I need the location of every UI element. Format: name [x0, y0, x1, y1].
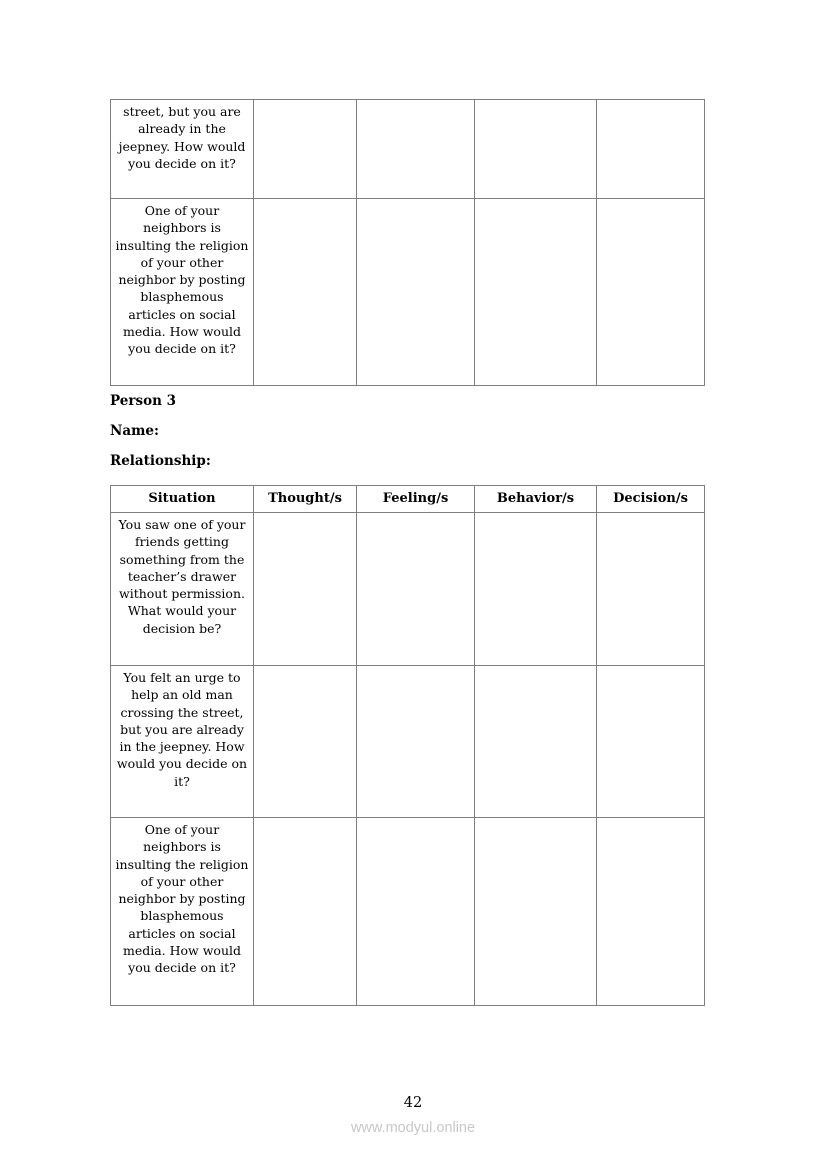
- watermark: www.modyul.online: [350, 1120, 476, 1136]
- thought-answer-cell: [254, 100, 357, 199]
- behavior-answer-cell: [475, 818, 597, 1006]
- column-header-situation: Situation: [111, 486, 254, 513]
- column-header-thoughts: Thought/s: [254, 486, 357, 513]
- decision-answer-cell: [597, 666, 705, 818]
- table-row: [111, 199, 705, 386]
- table-row: [111, 818, 705, 1006]
- behavior-answer-cell: [475, 513, 597, 666]
- decision-answer-cell: [597, 818, 705, 1006]
- situation-cell: street, but you are already in the jeepney. How would you decide on it?: [111, 100, 254, 199]
- table-header-row: [111, 486, 705, 513]
- page-number: 42: [403, 1095, 423, 1111]
- table-row: [111, 666, 705, 818]
- behavior-answer-cell: [475, 199, 597, 386]
- continuation-table: [110, 99, 705, 386]
- name-label: Name:: [110, 423, 159, 439]
- relationship-label: Relationship:: [110, 453, 211, 469]
- feeling-answer-cell: [357, 818, 475, 1006]
- situation-cell: You felt an urge to help an old man crossing the street, but you are already in the jeepney. How would you decide on it?: [111, 666, 254, 818]
- situation-table: [110, 485, 705, 1006]
- feeling-answer-cell: [357, 100, 475, 199]
- column-header-feelings: Feeling/s: [357, 486, 475, 513]
- behavior-answer-cell: [475, 100, 597, 199]
- person-heading: Person 3: [110, 393, 177, 409]
- feeling-answer-cell: [357, 513, 475, 666]
- thought-answer-cell: [254, 199, 357, 386]
- situation-cell: One of your neighbors is insulting the religion of your other neighbor by posting blasphemous articles on social media. How would you decide on it?: [111, 818, 254, 1006]
- decision-answer-cell: [597, 199, 705, 386]
- table-row: [111, 513, 705, 666]
- thought-answer-cell: [254, 818, 357, 1006]
- thought-answer-cell: [254, 666, 357, 818]
- thought-answer-cell: [254, 513, 357, 666]
- situation-cell: One of your neighbors is insulting the religion of your other neighbor by posting blasphemous articles on social media. How would you decide on it?: [111, 199, 254, 386]
- behavior-answer-cell: [475, 666, 597, 818]
- table-row: [111, 100, 705, 199]
- decision-answer-cell: [597, 513, 705, 666]
- decision-answer-cell: [597, 100, 705, 199]
- column-header-decisions: Decision/s: [597, 486, 705, 513]
- feeling-answer-cell: [357, 199, 475, 386]
- situation-cell: You saw one of your friends getting something from the teacher’s drawer without permission. What would your decision be?: [111, 513, 254, 666]
- page-content: [110, 99, 704, 1006]
- feeling-answer-cell: [357, 666, 475, 818]
- column-header-behaviors: Behavior/s: [475, 486, 597, 513]
